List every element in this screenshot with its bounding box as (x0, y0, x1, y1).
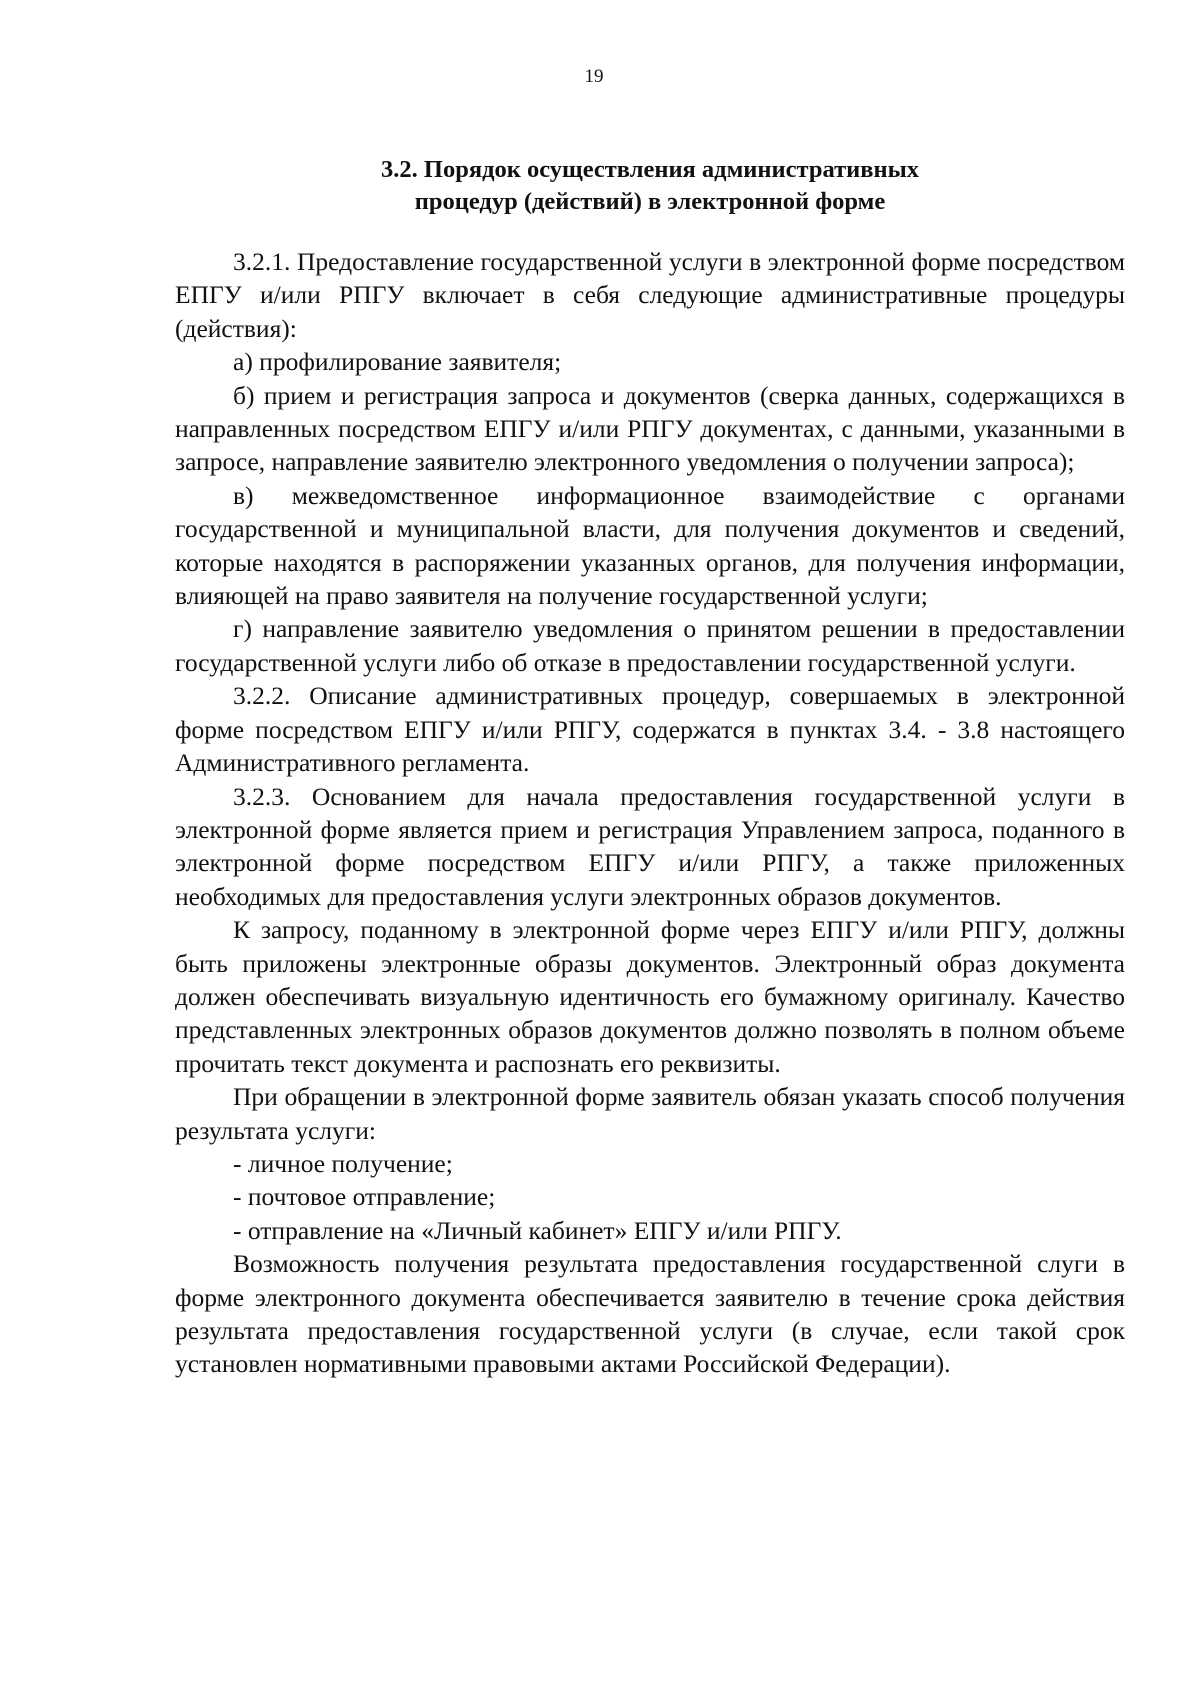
method-item-personal: - личное получение; (233, 1148, 453, 1178)
paragraph-3-2-2: 3.2.2. Описание административных процедур, совершаемых в электронной форме посредством ЕПГУ и/или РПГУ, содержатся в пунктах 3.4. - 3.8 настоящего Административного регламента. (175, 681, 1125, 778)
list-item-v: в) межведомственное информационное взаимодействие с органами государственной и муниципальной власти, для получения документов и сведений, которые находятся в распоряжении указанных органов, для получения информации, влияющей на право заявителя на получение государственной услуги; (175, 480, 1125, 611)
paragraph-electronic-result: Возможность получения результата предоставления государственной слуги в форме электронного документа обеспечивается заявителю в течение срока действия результата предоставления государственной услуги (в случае, если такой срок установлен нормативными правовыми актами Российской Федерации). (175, 1249, 1125, 1379)
method-item-cabinet: - отправление на «Личный кабинет» ЕПГУ и/или РПГУ. (233, 1215, 842, 1245)
list-item-b: б) прием и регистрация запроса и документов (сверка данных, содержащихся в направленных посредством ЕПГУ и/или РПГУ документах, с данными, указанными в запросе, направление заявителю электронного уведомления о получении запроса); (175, 380, 1125, 477)
paragraph-attachments: К запросу, поданному в электронной форме через ЕПГУ и/или РПГУ, должны быть приложены электронные образы документов. Электронный образ документа должен обеспечивать визуальную идентичность его бумажному оригиналу. Качество представленных электронных образов документов должно позволять в полном объеме прочитать текст документа и распознать его реквизиты. (175, 915, 1125, 1078)
paragraph-result-method: При обращении в электронной форме заявитель обязан указать способ получения результата услуги: (175, 1082, 1125, 1145)
paragraph-3-2-3: 3.2.3. Основанием для начала предоставления государственной услуги в электронной форме является прием и регистрация Управлением запроса, поданного в электронной форме посредством ЕПГУ и/или РПГУ, а также приложенных необходимых для предоставления услуги электронных образов документов. (175, 781, 1125, 911)
section-heading-line-1: 3.2. Порядок осуществления административных (381, 156, 919, 183)
section-heading-line-2: процедур (действий) в электронной форме (414, 188, 886, 215)
page-number: 19 (584, 66, 604, 87)
method-item-postal: - почтовое отправление; (233, 1182, 496, 1212)
paragraph-3-2-1: 3.2.1. Предоставление государственной услуги в электронной форме посредством ЕПГУ и/или РПГУ включает в себя следующие административные процедуры (действия): (175, 247, 1125, 343)
section-heading (175, 154, 1125, 218)
list-item-a: а) профилирование заявителя; (233, 347, 562, 377)
document-body (175, 245, 1125, 1381)
list-item-g: г) направление заявителю уведомления о принятом решении в предоставлении государственной услуги либо об отказе в предоставлении государственной услуги. (175, 614, 1125, 677)
